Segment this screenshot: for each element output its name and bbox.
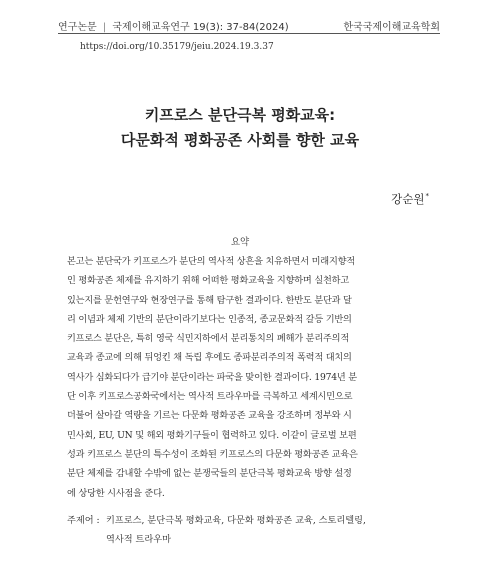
keywords-label: 주제어 : [67,515,100,526]
keywords [67,511,437,549]
author [391,191,429,207]
abstract-heading: 요약 [230,237,250,248]
abstract-body [67,252,423,503]
keywords-line-2: 역사적 트라우마 [106,534,172,545]
journal-citation: 국제이해교육연구 19(3): 37-84(2024) [112,22,289,33]
header-separator: | [102,22,107,33]
abstract-line: 본고는 분단국가 키프로스가 분단의 역사적 상흔을 치유하면서 미래지향적 [67,256,355,267]
keywords-list [106,511,437,549]
article-category: 연구논문 [58,22,97,33]
abstract-line: 민사회, EU, UN 및 해외 평화기구들이 협력하고 있다. 이같이 글로벌 보편 [67,429,357,441]
doi-link[interactable]: https://doi.org/10.35179/jeiu.2024.19.3.37 [80,42,274,52]
abstract-line: 더불어 살아갈 역량을 기르는 다문화 평화공존 교육을 강조하며 정부와 시 [67,410,352,422]
abstract-line: 인 평화공존 체제를 유지하기 위해 어떠한 평화교육을 지향하며 실천하고 [67,275,350,287]
paper-title [0,103,480,153]
title-line-2: 다문화적 평화공존 사회를 향한 교육 [120,131,360,149]
abstract-line: 있는지를 문헌연구와 현장연구를 통해 탐구한 결과이다. 한반도 분단과 달 [67,294,352,306]
abstract-line: 리 이념과 체제 기반의 분단이라기보다는 인종적, 종교문화적 갈등 기반의 [67,313,352,325]
abstract-line: 역사가 심화되다가 급기야 분단이라는 파국을 맞이한 결과이다. 1974년 분 [67,371,357,383]
journal-header [58,18,440,33]
abstract-line: 분단 체제를 감내할 수밖에 없는 분쟁국들의 분단극복 평화교육 방향 설정 [67,468,352,480]
header-rule [58,33,440,34]
header-left [58,18,292,33]
abstract-line: 에 상당한 시사점을 준다. [67,487,165,499]
author-footnote-mark: * [425,192,429,201]
abstract-line: 키프로스 분단은, 특히 영국 식민지하에서 분리통치의 폐해가 분리주의적 [67,333,350,345]
abstract-line: 단 이후 키프로스공화국에서는 역사적 트라우마를 극복하고 세계시민으로 [67,391,353,403]
keywords-line-1: 키프로스, 분단극복 평화교육, 다문화 평화공존 교육, 스토리텔링, [106,515,366,526]
author-name: 강순원 [391,192,425,206]
title-line-1: 키프로스 분단극복 평화교육: [144,106,336,124]
abstract-line: 교육과 종교에 의해 뒤엉킨 채 독립 후에도 종파분리주의적 폭력적 대치의 [67,352,352,364]
publisher-name: 한국국제이해교육학회 [343,22,440,33]
abstract-line: 성과 키프로스 분단의 특수성이 조화된 키프로스의 다문화 평화공존 교육은 [67,448,358,460]
